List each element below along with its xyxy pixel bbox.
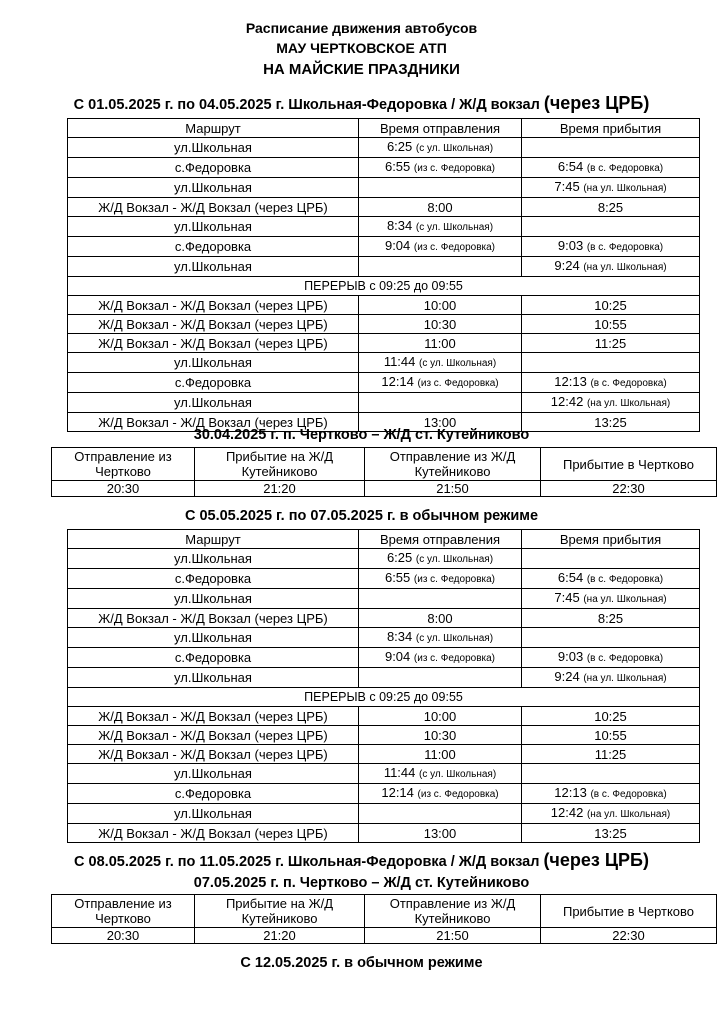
arrive-cell-note: (на ул. Школьная) [586,398,671,409]
route-cell: ул.Школьная [68,217,359,237]
route-cell: Ж/Д Вокзал - Ж/Д Вокзал (через ЦРБ) [68,824,359,843]
kutein-header-cell: Прибытие на Ж/Д Кутейниково [195,895,365,928]
depart-cell [359,334,522,353]
depart-cell [359,764,522,784]
kutein-table-1 [51,447,717,497]
break-row [68,688,700,707]
depart-cell-note: (из с. Федоровка) [413,653,496,664]
depart-cell-note: (с ул. Школьная) [419,769,497,780]
depart-cell [359,609,522,628]
depart-cell-time: 8:34 [386,629,413,644]
depart-cell [359,198,522,217]
depart-cell-time: 11:44 [383,765,416,780]
table-row [68,784,700,804]
depart-cell-time: 12:14 [381,374,414,389]
route-cell: Ж/Д Вокзал - Ж/Д Вокзал (через ЦРБ) [68,707,359,726]
kutein-header-cell: Отправление из Чертково [52,448,195,481]
arrive-cell-note: (на ул. Школьная) [583,262,667,273]
arrive-cell-note: (в с. Федоровка) [590,789,667,800]
route-cell: с.Федоровка [68,237,359,257]
depart-cell [359,178,522,198]
arrive-cell-note: (в с. Федоровка) [590,378,667,389]
arrive-cell [522,353,700,373]
depart-cell-note: (из с. Федоровка) [417,378,499,389]
arrive-cell [522,784,700,804]
depart-cell [359,393,522,413]
depart-cell-note: (с ул. Школьная) [415,143,494,154]
depart-header: Время отправления [359,119,522,138]
arrive-cell-time: 13:25 [594,414,627,430]
depart-cell-time: 10:30 [423,727,457,743]
depart-cell [359,707,522,726]
kutein-value-cell: 22:30 [541,928,717,944]
arrive-cell-note: (в с. Федоровка) [586,163,664,174]
table-row [68,648,700,668]
schedule-table-1-body [68,119,700,432]
arrive-cell-time: 10:55 [594,316,627,332]
kutein-table-2 [51,894,717,944]
arrive-cell [522,257,700,277]
table-row [68,178,700,198]
route-cell: ул.Школьная [68,257,359,277]
route-cell: ул.Школьная [68,668,359,688]
depart-cell-time: 10:00 [423,708,457,724]
arrive-cell-time: 12:42 [550,394,584,409]
route-cell: Ж/Д Вокзал - Ж/Д Вокзал (через ЦРБ) [68,609,359,628]
table-row [68,549,700,569]
route-cell: Ж/Д Вокзал - Ж/Д Вокзал (через ЦРБ) [68,413,359,432]
depart-cell [359,628,522,648]
kutein-value-cell: 21:20 [195,928,365,944]
arrive-cell-time: 10:25 [594,708,627,724]
depart-cell [359,257,522,277]
route-cell: с.Федоровка [68,784,359,804]
footer-title: С 12.05.2025 г. в обычном режиме [240,955,483,971]
route-cell: с.Федоровка [68,373,359,393]
route-header: Маршрут [68,119,359,138]
arrive-cell-time: 9:24 [554,258,580,273]
arrive-cell-note: (на ул. Школьная) [586,809,671,820]
route-cell: Ж/Д Вокзал - Ж/Д Вокзал (через ЦРБ) [68,315,359,334]
break-cell: ПЕРЕРЫВ с 09:25 до 09:55 [68,277,700,296]
schedule-table-2-body [68,530,700,843]
kutein-value-row [52,481,717,497]
arrive-cell-time: 7:45 [554,590,580,605]
kutein-header-cell: Отправление из Ж/Д Кутейниково [365,895,541,928]
header-row [68,119,700,138]
arrive-cell [522,178,700,198]
kutein2-title: 07.05.2025 г. п. Чертково – Ж/Д ст. Кутейниково [193,875,530,891]
arrive-cell-time: 10:25 [594,297,627,313]
route-cell: ул.Школьная [68,178,359,198]
break-row [68,277,700,296]
table-row [68,237,700,257]
depart-cell-note: (из с. Федоровка) [417,789,499,800]
depart-cell-note: (с ул. Школьная) [415,633,494,644]
kutein1-title: 30.04.2025 г. п. Чертково – Ж/Д ст. Кутейниково [193,427,530,443]
table-row [68,589,700,609]
schedule-table-1 [67,118,700,432]
arrive-cell [522,707,700,726]
kutein-header-cell: Прибытие на Ж/Д Кутейниково [195,448,365,481]
header-row [68,530,700,549]
arrive-cell-note: (на ул. Школьная) [583,594,667,605]
depart-cell [359,315,522,334]
arrive-cell-time: 12:13 [554,374,587,389]
kutein-value-cell: 20:30 [52,928,195,944]
depart-cell-note: (с ул. Школьная) [419,358,497,369]
route-cell: с.Федоровка [68,648,359,668]
depart-cell [359,373,522,393]
table-row [68,138,700,158]
depart-cell-time: 6:55 [384,159,411,174]
route-cell: ул.Школьная [68,353,359,373]
kutein-value-cell: 22:30 [541,481,717,497]
depart-cell-time: 6:25 [386,550,413,565]
arrive-cell [522,237,700,257]
arrive-cell-note: (в с. Федоровка) [586,574,664,585]
kutein-header-cell: Прибытие в Чертково [541,448,717,481]
table-row [68,668,700,688]
depart-cell-time: 6:25 [386,139,413,154]
table-row [68,569,700,589]
arrive-cell [522,668,700,688]
depart-cell-time: 10:30 [423,316,457,332]
table-row [68,824,700,843]
arrive-cell-time: 11:25 [594,335,627,351]
table-row [68,353,700,373]
arrive-cell-note: (в с. Федоровка) [586,242,664,253]
route-cell: с.Федоровка [68,158,359,178]
section1-title-text: С 01.05.2025 г. по 04.05.2025 г. Школьная-Федоровка / Ж/Д вокзал [73,97,540,113]
depart-cell [359,648,522,668]
kutein-header-cell: Отправление из Чертково [52,895,195,928]
depart-cell [359,549,522,569]
depart-cell-time: 11:00 [424,746,456,762]
depart-cell [359,784,522,804]
arrive-cell [522,745,700,764]
depart-cell [359,217,522,237]
arrive-cell-time: 11:25 [594,746,627,762]
arrive-cell [522,726,700,745]
kutein-value-row [52,928,717,944]
arrive-cell-time: 8:25 [597,610,624,626]
doc-title-line2: МАУ ЧЕРТКОВСКОЕ АТП [276,40,447,56]
depart-cell [359,569,522,589]
arrive-cell-time: 6:54 [557,570,584,585]
table-row [68,609,700,628]
section3-title [0,850,723,871]
route-header: Маршрут [68,530,359,549]
table-row [68,315,700,334]
arrive-cell [522,296,700,315]
depart-cell-time: 11:44 [383,354,416,369]
table-row [68,707,700,726]
section1-title [0,93,723,114]
depart-cell-time: 8:00 [427,199,453,215]
arrive-cell [522,628,700,648]
arrive-cell [522,804,700,824]
arrive-cell-time: 8:25 [597,199,624,215]
arrive-cell [522,373,700,393]
route-cell: ул.Школьная [68,393,359,413]
route-cell: ул.Школьная [68,589,359,609]
depart-cell [359,824,522,843]
depart-cell-time: 13:00 [423,414,457,430]
depart-cell [359,668,522,688]
depart-cell-time: 9:04 [384,649,411,664]
table-row [68,373,700,393]
depart-cell-time: 9:04 [384,238,411,253]
arrive-cell-time: 9:03 [557,649,584,664]
route-cell: ул.Школьная [68,764,359,784]
depart-cell [359,726,522,745]
arrive-cell [522,824,700,843]
route-cell: ул.Школьная [68,804,359,824]
arrive-cell-note: (в с. Федоровка) [586,653,664,664]
arrive-cell [522,609,700,628]
table-row [68,628,700,648]
depart-cell-time: 10:00 [423,297,457,313]
kutein-value-cell: 21:50 [365,481,541,497]
section3-title-big: (через ЦРБ) [543,850,649,870]
doc-title-line1: Расписание движения автобусов [245,20,478,36]
arrive-cell-note: (на ул. Школьная) [583,673,667,684]
arrive-cell-time: 10:55 [594,727,627,743]
route-cell: Ж/Д Вокзал - Ж/Д Вокзал (через ЦРБ) [68,296,359,315]
arrive-cell-note: (на ул. Школьная) [583,183,667,194]
route-cell: Ж/Д Вокзал - Ж/Д Вокзал (через ЦРБ) [68,726,359,745]
route-cell: с.Федоровка [68,569,359,589]
route-cell: ул.Школьная [68,138,359,158]
arrive-cell-time: 9:03 [557,238,584,253]
kutein-header-cell: Отправление из Ж/Д Кутейниково [365,448,541,481]
arrive-cell-time: 6:54 [557,159,584,174]
break-cell: ПЕРЕРЫВ с 09:25 до 09:55 [68,688,700,707]
arrive-cell [522,764,700,784]
arrive-cell [522,589,700,609]
arrive-cell [522,158,700,178]
arrive-cell [522,217,700,237]
table-row [68,393,700,413]
arrive-cell [522,138,700,158]
depart-cell-note: (с ул. Школьная) [415,554,494,565]
table-row [68,217,700,237]
arrive-cell-time: 12:13 [554,785,587,800]
depart-cell-note: (из с. Федоровка) [413,242,496,253]
depart-cell [359,589,522,609]
arrive-cell-time: 13:25 [594,825,627,841]
arrive-cell-time: 7:45 [554,179,580,194]
kutein-value-cell: 21:20 [195,481,365,497]
route-cell: ул.Школьная [68,549,359,569]
depart-cell [359,296,522,315]
arrive-header: Время прибытия [522,530,700,549]
depart-cell-note: (из с. Федоровка) [413,574,496,585]
route-cell: Ж/Д Вокзал - Ж/Д Вокзал (через ЦРБ) [68,198,359,217]
table-row [68,198,700,217]
depart-cell-time: 6:55 [384,570,411,585]
kutein-header-cell: Прибытие в Чертково [541,895,717,928]
table-row [68,764,700,784]
route-cell: Ж/Д Вокзал - Ж/Д Вокзал (через ЦРБ) [68,745,359,764]
arrive-cell [522,569,700,589]
depart-cell [359,804,522,824]
route-cell: Ж/Д Вокзал - Ж/Д Вокзал (через ЦРБ) [68,334,359,353]
depart-cell [359,237,522,257]
depart-cell [359,138,522,158]
section3-title-text: С 08.05.2025 г. по 11.05.2025 г. Школьная-Федоровка / Ж/Д вокзал [74,854,540,870]
kutein-value-cell: 21:50 [365,928,541,944]
section1-title-big: (через ЦРБ) [543,93,650,113]
arrive-cell [522,648,700,668]
depart-cell [359,353,522,373]
route-cell: ул.Школьная [68,628,359,648]
depart-cell-time: 8:00 [427,610,453,626]
depart-header: Время отправления [359,530,522,549]
depart-cell-time: 11:00 [424,335,456,351]
depart-cell-note: (из с. Федоровка) [413,163,496,174]
table-row [68,158,700,178]
table-row [68,296,700,315]
table-row [68,257,700,277]
section2-title: С 05.05.2025 г. по 07.05.2025 г. в обычном режиме [184,508,539,524]
depart-cell-note: (с ул. Школьная) [415,222,494,233]
arrive-cell [522,393,700,413]
doc-title-line3: НА МАЙСКИЕ ПРАЗДНИКИ [263,61,460,78]
arrive-cell-time: 9:24 [554,669,580,684]
table-row [68,745,700,764]
depart-cell-time: 8:34 [386,218,413,233]
table-row [68,804,700,824]
arrive-cell [522,334,700,353]
arrive-cell [522,198,700,217]
table-row [68,334,700,353]
kutein-value-cell: 20:30 [52,481,195,497]
kutein-table-2-body [52,895,717,944]
depart-cell-time: 13:00 [423,825,457,841]
depart-cell-time: 12:14 [381,785,414,800]
kutein-header-row [52,895,717,928]
arrive-cell [522,549,700,569]
arrive-cell-time: 12:42 [550,805,584,820]
schedule-table-2 [67,529,700,843]
arrive-cell [522,315,700,334]
kutein-header-row [52,448,717,481]
depart-cell [359,745,522,764]
kutein-table-1-body [52,448,717,497]
arrive-header: Время прибытия [522,119,700,138]
depart-cell [359,158,522,178]
table-row [68,726,700,745]
